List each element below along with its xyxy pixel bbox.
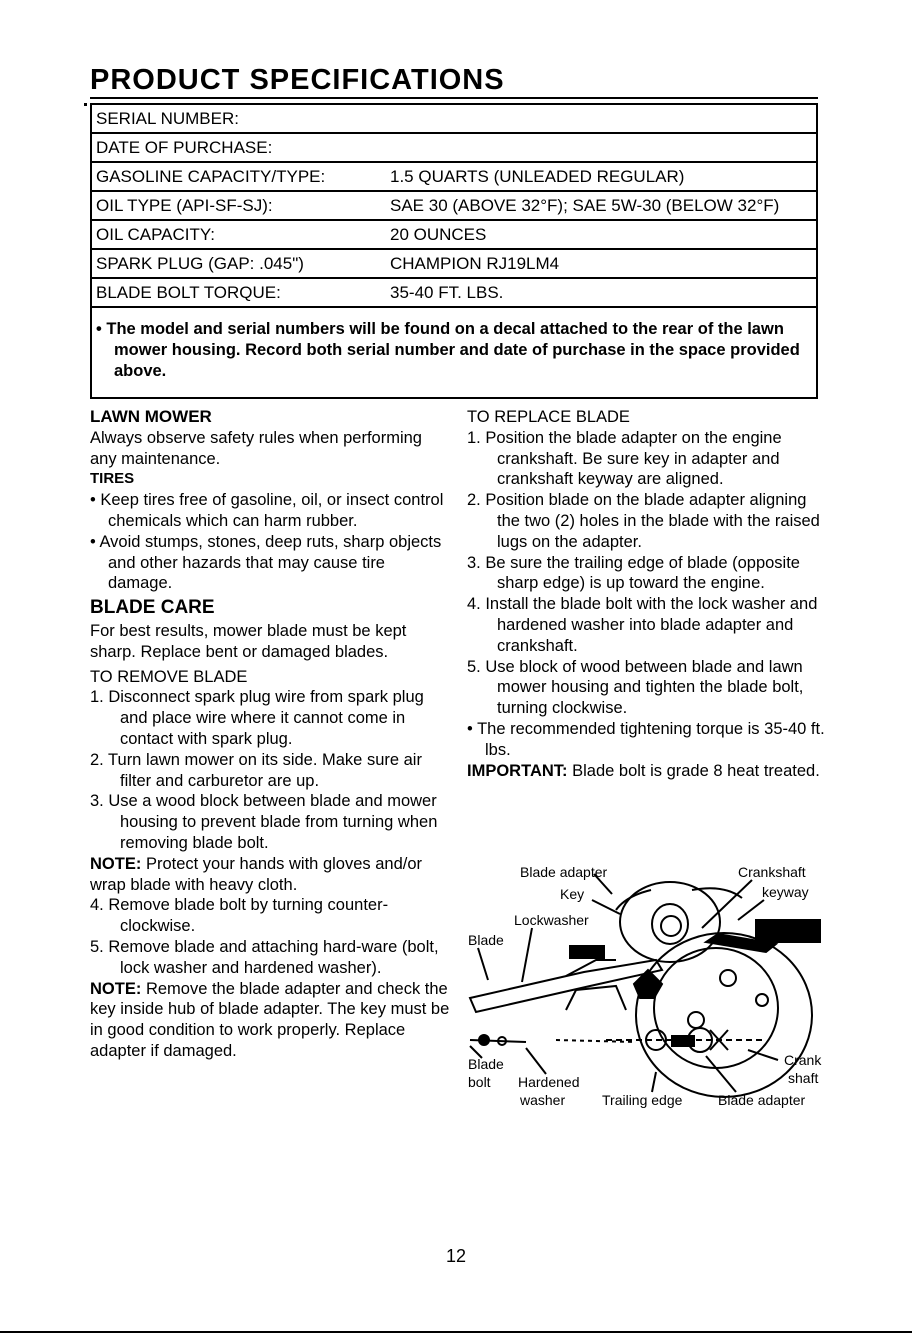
label-keyway: keyway <box>762 884 809 900</box>
remove-step: 5. Remove blade and attaching hard-ware (bolt, lock washer and hardened washer). <box>90 937 439 977</box>
label-blade: Blade <box>468 932 504 948</box>
note-text: Remove the blade adapter and check the key inside hub of blade adapter. The key must be in good condition to work properly. Replace adapter if damaged. <box>90 979 450 1060</box>
spec-label: DATE OF PURCHASE: <box>96 138 273 157</box>
note-gloves <box>90 854 450 896</box>
diagram-drawing <box>470 874 820 1097</box>
note-label: NOTE: <box>90 979 142 998</box>
bottom-rule <box>0 1331 912 1333</box>
remove-step: 3. Use a wood block between blade and mower housing to prevent blade from turning when removing blade bolt. <box>90 792 438 852</box>
remove-step: 2. Turn lawn mower on its side. Make sure air filter and carburetor are up. <box>90 750 422 790</box>
label-crankshaft: Crankshaft <box>738 864 806 880</box>
spec-value: 35-40 FT. LBS. <box>390 283 504 302</box>
spec-row-gasoline <box>92 163 816 192</box>
spec-row-oil-type <box>92 192 816 221</box>
label-key: Key <box>560 886 585 902</box>
blade-care-text: For best results, mower blade must be kept sharp. Replace bent or damaged blades. <box>90 621 407 661</box>
spec-value: 20 OUNCES <box>390 225 487 244</box>
spec-label: BLADE BOLT TORQUE: <box>96 283 281 302</box>
page-number: 12 <box>446 1246 467 1266</box>
spec-row-spark-plug <box>92 250 816 279</box>
tires-heading: TIRES <box>90 470 135 488</box>
replace-step: 1. Position the blade adapter on the engine crankshaft. Be sure key in adapter and crankshaft keyway are aligned. <box>467 428 782 489</box>
lawn-mower-intro: Always observe safety rules when performing any maintenance. <box>90 428 422 468</box>
replace-step: 2. Position blade on the blade adapter aligning the two (2) holes in the blade with the raised lugs on the adapter. <box>467 491 820 551</box>
remove-step: 4. Remove blade bolt by turning counter-clockwise. <box>90 896 389 936</box>
torque-bullet: • The recommended tightening torque is 35-40 ft. lbs. <box>467 719 825 759</box>
replace-blade-heading: TO REPLACE BLADE <box>467 408 630 426</box>
spec-label: SERIAL NUMBER: <box>96 109 239 128</box>
left-column <box>90 407 450 1062</box>
spec-value: CHAMPION RJ19LM4 <box>390 254 560 273</box>
margin-dot <box>84 103 87 106</box>
label-crank: Crank <box>784 1052 822 1068</box>
tires-item: • Keep tires free of gasoline, oil, or insect control chemicals which can harm rubber. <box>90 491 444 530</box>
spec-label: GASOLINE CAPACITY/TYPE: <box>96 167 326 186</box>
remove-blade-heading: TO REMOVE BLADE <box>90 667 248 686</box>
blade-assembly-diagram <box>466 860 826 1122</box>
replace-step: 3. Be sure the trailing edge of blade (opposite sharp edge) is up toward the engine. <box>467 553 800 593</box>
title-underline <box>90 97 818 99</box>
spec-row-serial-number <box>92 105 816 134</box>
lawn-mower-heading: LAWN MOWER <box>90 407 212 426</box>
tires-item: • Avoid stumps, stones, deep ruts, sharp objects and other hazards that may cause tire damage. <box>90 532 442 593</box>
spec-value: SAE 30 (ABOVE 32°F); SAE 5W-30 (BELOW 32°F) <box>390 196 780 215</box>
right-column <box>467 407 827 781</box>
label-trailing-edge: Trailing edge <box>602 1092 683 1108</box>
important-note <box>467 761 827 782</box>
replace-step: 4. Install the blade bolt with the lock washer and hardened washer into blade adapter and crankshaft. <box>467 595 818 655</box>
blade-care-heading: BLADE CARE <box>90 597 215 619</box>
important-label: IMPORTANT: <box>467 761 568 780</box>
label-blade-bolt-1: Blade <box>468 1056 504 1072</box>
spec-row-oil-capacity <box>92 221 816 250</box>
label-washer: washer <box>520 1092 566 1108</box>
label-lockwasher: Lockwasher <box>514 912 589 928</box>
note-label: NOTE: <box>90 854 142 873</box>
spec-label: OIL CAPACITY: <box>96 225 216 244</box>
label-blade-adapter-top: Blade adapter <box>520 864 608 880</box>
note-text: Protect your hands with gloves and/or wrap blade with heavy cloth. <box>90 854 423 894</box>
spec-row-date-of-purchase <box>92 134 816 163</box>
label-blade-bolt-2: bolt <box>468 1074 491 1090</box>
label-blade-adapter-bottom: Blade adapter <box>718 1092 806 1108</box>
specifications-table <box>90 103 818 399</box>
spec-value: 1.5 QUARTS (UNLEADED REGULAR) <box>390 167 685 186</box>
important-text: Blade bolt is grade 8 heat treated. <box>572 761 820 780</box>
spec-row-blade-bolt-torque <box>92 279 816 308</box>
replace-step: 5. Use block of wood between blade and lawn mower housing and tighten the blade bolt, turning clockwise. <box>467 657 804 718</box>
page-title: PRODUCT SPECIFICATIONS <box>90 64 505 96</box>
note-adapter <box>90 979 450 1062</box>
label-shaft: shaft <box>788 1070 819 1086</box>
spec-label: OIL TYPE (API-SF-SJ): <box>96 196 273 215</box>
remove-step: 1. Disconnect spark plug wire from spark plug and place wire where it cannot come in contact with spark plug. <box>90 688 424 748</box>
label-hardened: Hardened <box>518 1074 580 1090</box>
spec-label: SPARK PLUG (GAP: .045") <box>96 254 304 273</box>
serial-number-note: • The model and serial numbers will be found on a decal attached to the rear of the lawn mower housing. Record both serial number and date of purchase in the space provided above. <box>96 320 800 380</box>
